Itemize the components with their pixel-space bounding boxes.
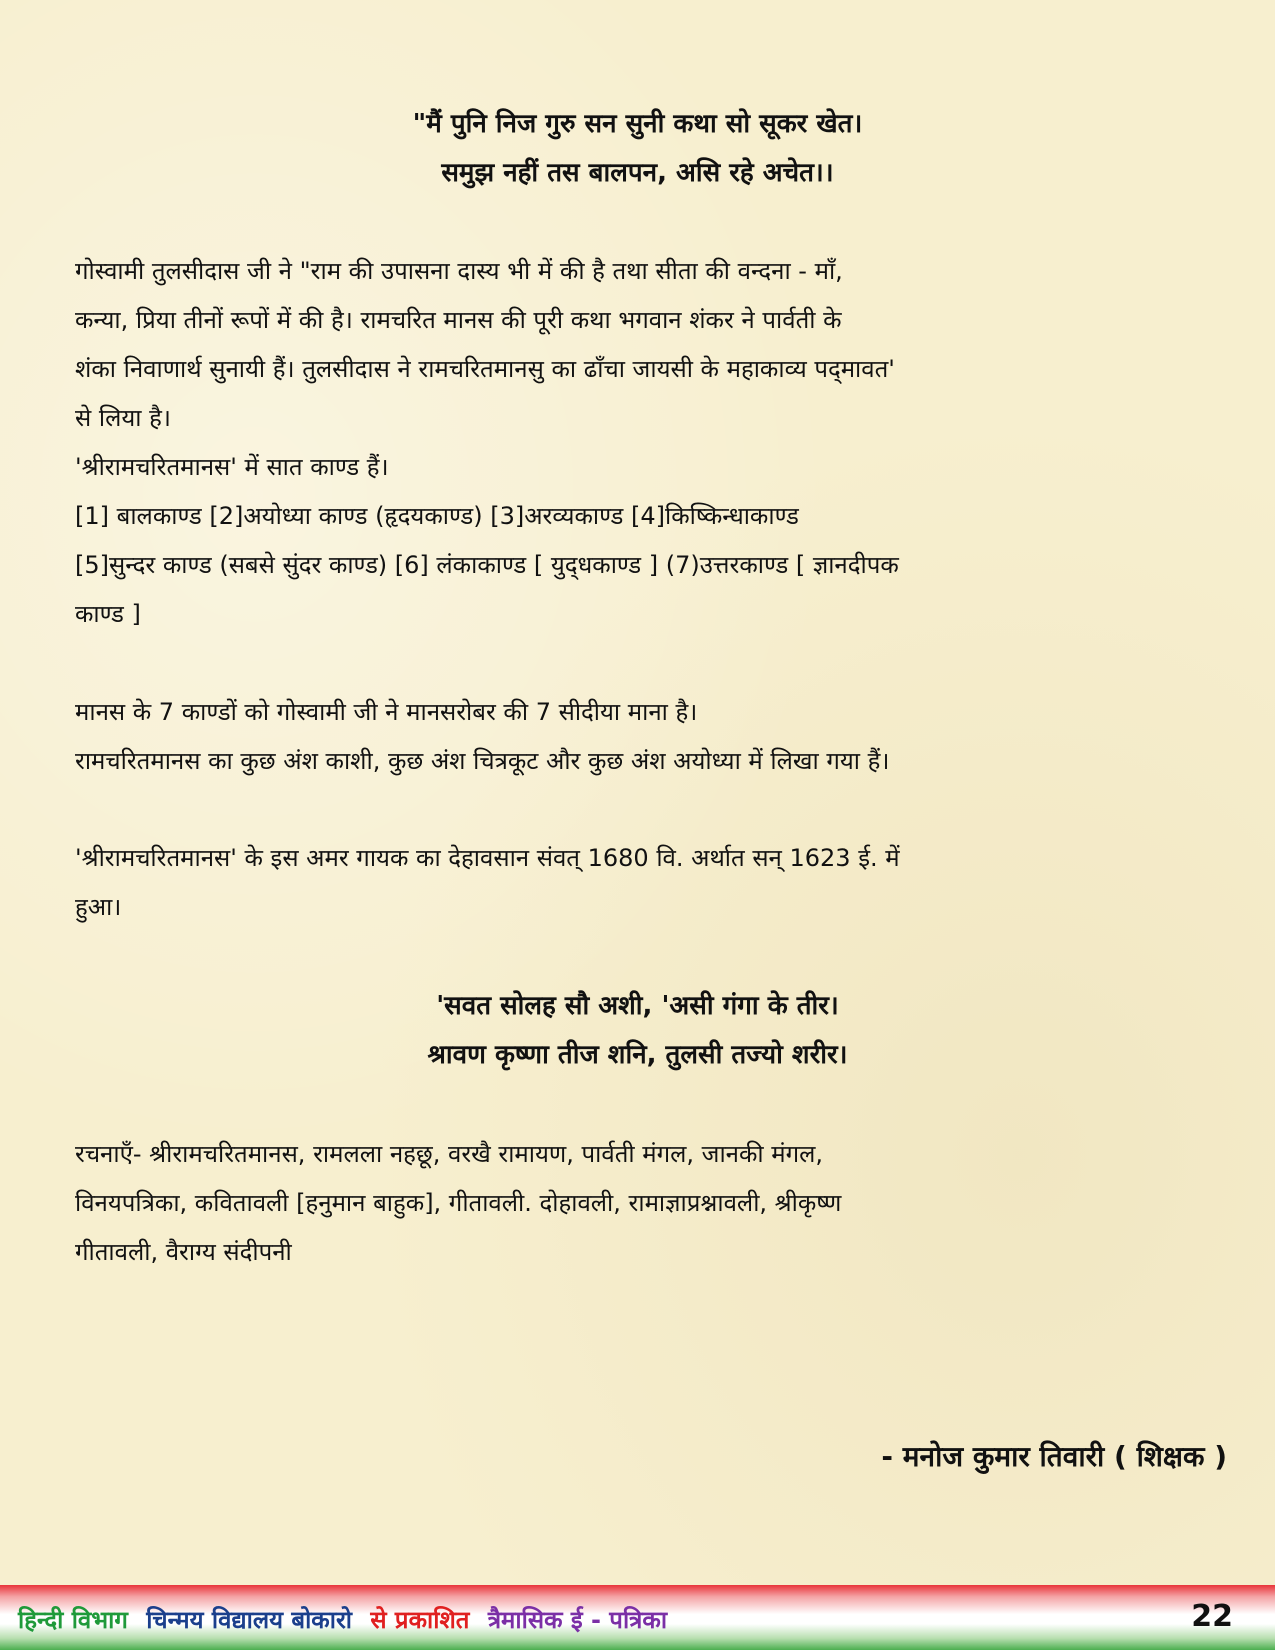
text-line: काण्ड ] bbox=[75, 600, 141, 628]
paragraph-death bbox=[75, 834, 1225, 932]
closing-verse bbox=[0, 982, 1275, 1080]
page-number: 22 bbox=[1191, 1599, 1233, 1634]
text-line: विनयपत्रिका, कवितावली [हनुमान बाहुक], गीतावली. दोहावली, रामाज्ञाप्रश्नावली, श्रीकृष्ण bbox=[75, 1189, 842, 1217]
text-line: से लिया है। bbox=[75, 404, 171, 432]
footer-department: हिन्दी विभाग bbox=[18, 1606, 128, 1634]
text-line: शंका निवाणार्थ सुनायी हैं। तुलसीदास ने रामचरितमानसु का ढाँचा जायसी के महाकाव्य पद्‌मावत' bbox=[75, 355, 895, 383]
text-line: [5]सुन्दर काण्ड (सबसे सुंदर काण्ड) [6] लंकाकाण्ड [ युद्‌धकाण्ड ] (7)उत्तरकाण्ड [ ज्ञानदीपक bbox=[75, 551, 899, 579]
text-line: गीतावली, वैराग्य संदीपनी bbox=[75, 1238, 292, 1266]
verse-line: समुझ नहीं तस बालपन, असि रहे अचेत।। bbox=[441, 158, 834, 188]
text-line: रामचरितमानस का कुछ अंश काशी, कुछ अंश चित्रकूट और कुछ अंश अयोध्या में लिखा गया हैं। bbox=[75, 747, 890, 775]
verse-line: "मैं पुनि निज गुरु सन सुनी कथा सो सूकर खेत। bbox=[412, 109, 863, 139]
opening-verse bbox=[0, 100, 1275, 198]
footer-school: चिन्मय विद्यालय बोकारो bbox=[146, 1606, 352, 1634]
paragraph-intro bbox=[75, 247, 1225, 639]
footer-publication bbox=[18, 1603, 677, 1636]
text-line: [1] बालकाण्ड [2]अयोध्या काण्ड (हृदयकाण्ड) [3]अरव्यकाण्ड [4]किष्किन्धाकाण्ड bbox=[75, 502, 799, 530]
author-signature: - मनोज कुमार तिवारी ( शिक्षक ) bbox=[881, 1440, 1227, 1473]
text-line: कन्या, प्रिया तीनों रूपों में की है। रामचरित मानस की पूरी कथा भगवान शंकर ने पार्वती के bbox=[75, 306, 842, 334]
verse-line: श्रावण कृष्णा तीज शनि, तुलसी तज्यो शरीर। bbox=[427, 1040, 848, 1070]
text-line: मानस के 7 काण्डों को गोस्वामी जी ने मानसरोबर की 7 सीदीया माना है। bbox=[75, 698, 698, 726]
verse-line: 'सवत सोलह सौ अशी, 'असी गंगा के तीर। bbox=[436, 991, 839, 1021]
text-line: 'श्रीरामचरितमानस' के इस अमर गायक का देहावसान संवत् 1680 वि. अर्थात सन् 1623 ई. में bbox=[75, 844, 900, 872]
text-line: रचनाएँ- श्रीरामचरितमानस, रामलला नहछू, वरखै रामायण, पार्वती मंगल, जानकी मंगल, bbox=[75, 1140, 824, 1168]
footer-bar bbox=[0, 1585, 1275, 1650]
footer-magazine: त्रैमासिक ई - पत्रिका bbox=[487, 1606, 668, 1634]
paragraph-kandas bbox=[75, 688, 1225, 786]
paragraph-works bbox=[75, 1130, 1225, 1277]
text-line: हुआ। bbox=[75, 893, 122, 921]
text-line: 'श्रीरामचरितमानस' में सात काण्ड हैं। bbox=[75, 453, 389, 481]
footer-published: से प्रकाशित bbox=[370, 1606, 470, 1634]
text-line: गोस्वामी तुलसीदास जी ने "राम की उपासना दास्य भी में की है तथा सीता की वन्दना - माँ, bbox=[75, 257, 843, 285]
